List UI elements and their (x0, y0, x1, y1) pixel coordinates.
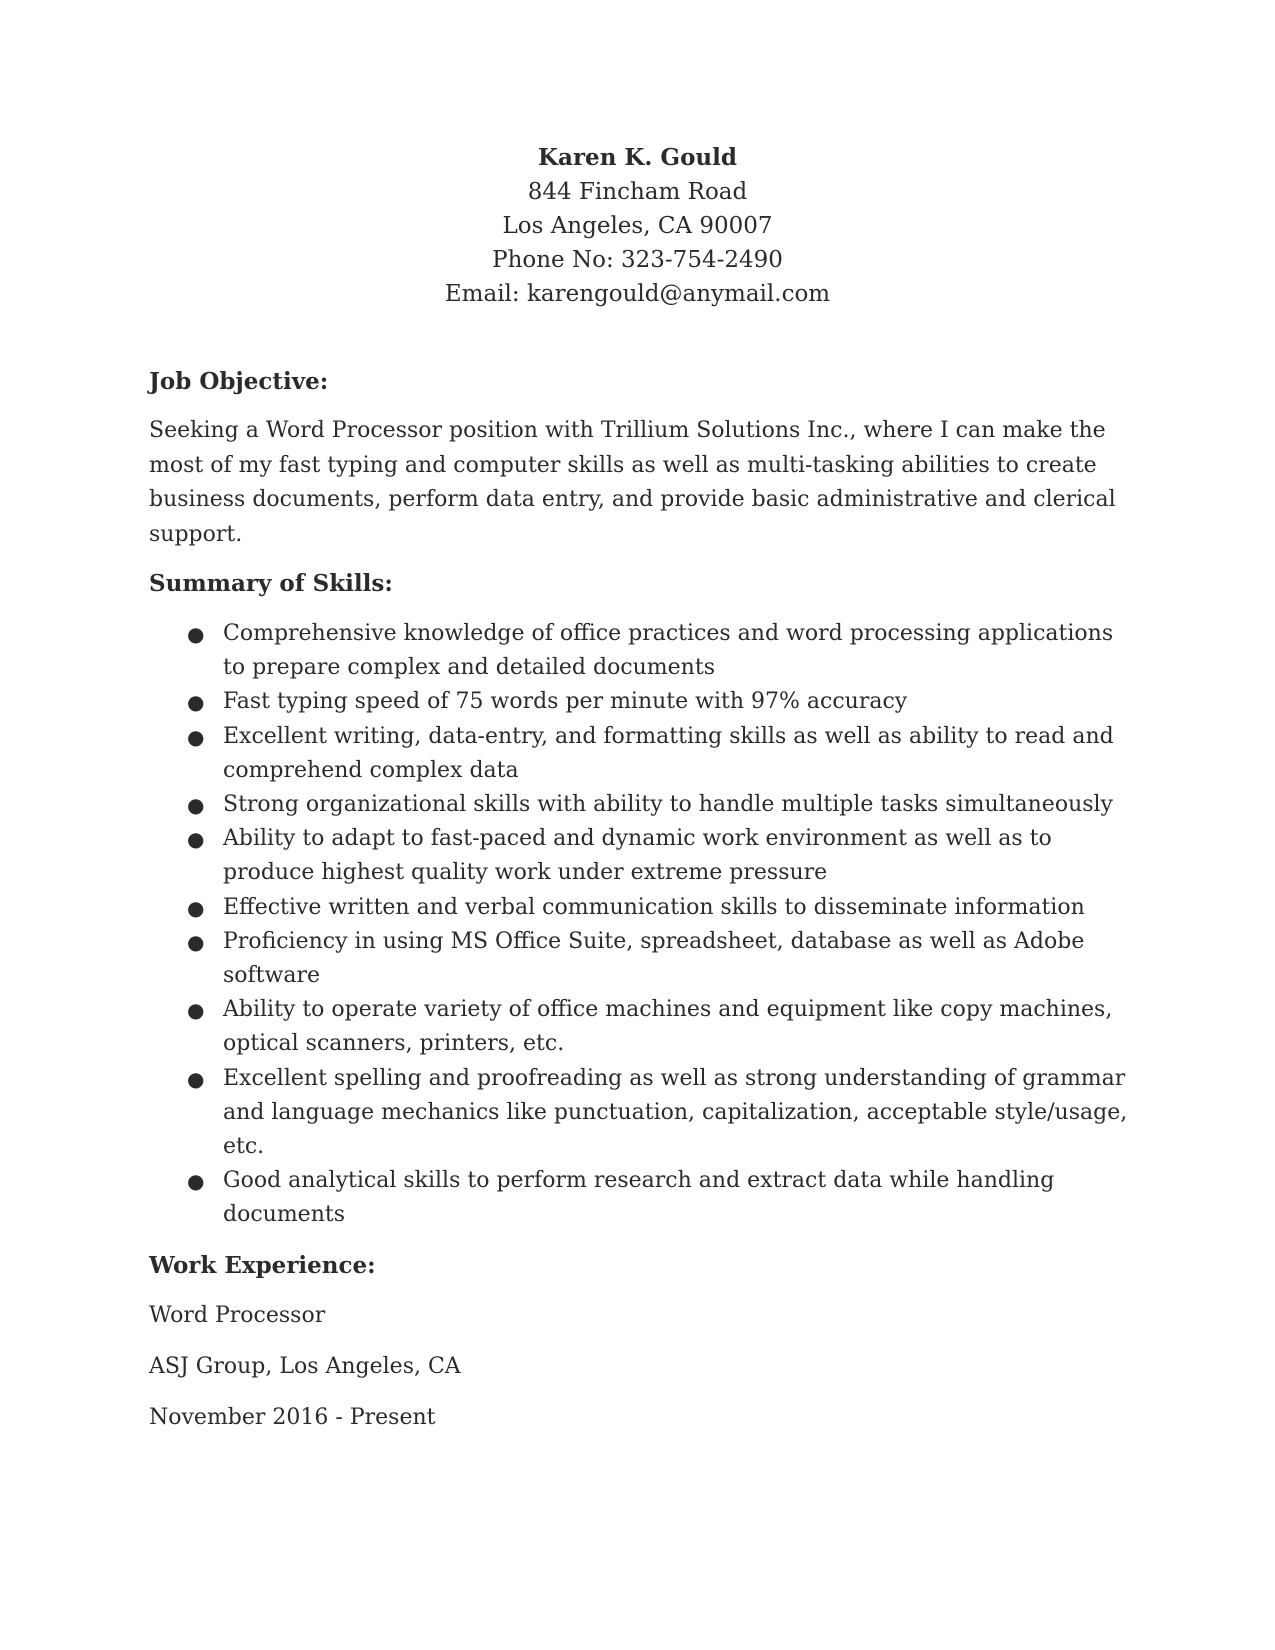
phone-number: Phone No: 323-754-2490 (492, 247, 783, 273)
skill-item (149, 720, 1131, 788)
skill-text: Fast typing speed of 75 words per minute with 97% accuracy (223, 689, 908, 715)
bullet-icon: ● (187, 827, 205, 852)
employment-dates: November 2016 - Present (149, 1404, 436, 1430)
job-objective-heading: Job Objective: (149, 368, 329, 395)
skill-text: Good analytical skills to perform research and extract data while handling documents (223, 1168, 1055, 1228)
skill-text: Excellent spelling and proofreading as well as strong understanding of grammar and language mechanics like punctuation, capitalization, acceptable style/usage, etc. (223, 1065, 1128, 1160)
company-location: ASJ Group, Los Angeles, CA (149, 1353, 461, 1379)
candidate-name: Karen K. Gould (538, 144, 737, 171)
skill-item (149, 822, 1131, 890)
work-experience-heading: Work Experience: (149, 1251, 376, 1279)
bullet-icon: ● (187, 1066, 205, 1091)
resume-body (149, 365, 1131, 1452)
skill-text: Excellent writing, data-entry, and formatting skills as well as ability to read and comprehend complex data (223, 723, 1114, 783)
skill-text: Proficiency in using MS Office Suite, spreadsheet, database as well as Adobe software (223, 928, 1085, 989)
skill-item (149, 891, 1131, 925)
skill-item (149, 788, 1131, 822)
skill-item (149, 1062, 1131, 1165)
skill-item (149, 617, 1131, 685)
contact-header (0, 141, 1275, 311)
bullet-icon: ● (187, 895, 205, 920)
skill-text: Ability to adapt to fast-paced and dynamic work environment as well as to produce highest quality work under extreme pressure (223, 826, 1052, 886)
job-title: Word Processor (149, 1302, 326, 1328)
job-objective-text: Seeking a Word Processor position with Trillium Solutions Inc., where I can make the most of my fast typing and computer skills as well as multi-tasking abilities to create business documents, perform data entry, and provide basic administrative and clerical support. (149, 418, 1116, 547)
skills-list (149, 617, 1131, 1233)
email-address: Email: karengould@anymail.com (444, 281, 831, 307)
skill-text: Ability to operate variety of office machines and equipment like copy machines, optical scanners, printers, etc. (223, 997, 1113, 1057)
bullet-icon: ● (187, 793, 205, 818)
skill-text: Effective written and verbal communication skills to disseminate information (223, 894, 1085, 920)
bullet-icon: ● (187, 1169, 205, 1194)
skill-text: Strong organizational skills with ability to handle multiple tasks simultaneously (223, 792, 1113, 818)
bullet-icon: ● (187, 724, 205, 749)
bullet-icon: ● (187, 998, 205, 1023)
bullet-icon: ● (187, 622, 205, 646)
skill-item (149, 925, 1131, 993)
skill-text: Comprehensive knowledge of office practices and word processing applications to prepare complex and detailed documents (223, 621, 1114, 681)
skill-item (149, 685, 1131, 719)
bullet-icon: ● (187, 690, 205, 715)
bullet-icon: ● (187, 929, 205, 954)
street-address: 844 Fincham Road (527, 179, 748, 205)
city-state-zip: Los Angeles, CA 90007 (502, 213, 773, 239)
skill-item (149, 993, 1131, 1061)
skill-item (149, 1164, 1131, 1232)
skills-heading: Summary of Skills: (149, 570, 393, 597)
